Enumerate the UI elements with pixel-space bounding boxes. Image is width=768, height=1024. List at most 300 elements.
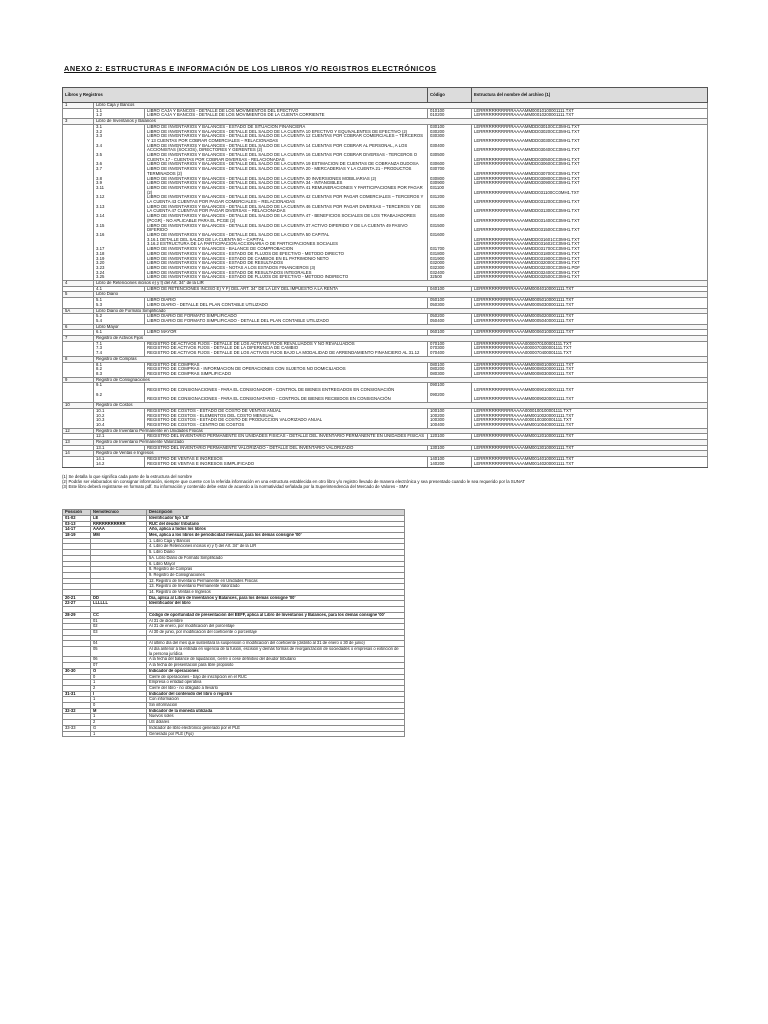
row-description: LIBRO DIARIO DE FORMATO SIMPLIFICADO <box>145 314 428 319</box>
indent-cell <box>63 167 94 176</box>
legend-description: 14. Registro de Ventas e Ingresos <box>147 590 405 596</box>
legend-mnemonic: 0 <box>91 703 147 709</box>
row-number: 10.4 <box>94 423 145 428</box>
row-description: REGISTRO DE COMPRAS <box>145 362 428 367</box>
legend-description: 6. Libro Mayor <box>147 561 405 567</box>
legend-description: Código de oportunidad de presentación del EEFF, aplica al Libro de Inventarios y Balances, para los demás consigne '00' <box>147 612 405 618</box>
row-number: 3.2 <box>94 130 145 135</box>
row-filename: LERRRRRRRRRRRAAAAMM00090100001111.TXT <box>472 383 708 393</box>
section-name: Registro de Activos Fijos <box>94 336 708 342</box>
legend-description: Sin información <box>147 703 405 709</box>
row-description: REGISTRO DEL INVENTARIO PERMANENTE EN UNIDADES FÍSICAS - DETALLE DEL INVENTARIO PERMANENTE EN UNIDADES FÍSICAS <box>145 434 428 440</box>
legend-description: RUC del deudor tributario <box>147 521 405 527</box>
row-filename: LERRRRRRRRRRRAAAAMM00080300001111.TXT <box>472 372 708 377</box>
row-description: LIBRO DE INVENTARIOS Y BALANCES - DETALLE DEL SALDO DE LA CUENTA 46 CUENTAS POR PAGAR DIVERSAS – TERCEROS Y DE LA CUENTA 47 CUENTAS POR PAGAR DIVERSAS – RELACIONADAS <box>145 205 428 214</box>
book-row <box>63 462 708 467</box>
legend-header-position: Posición <box>63 510 91 516</box>
book-row <box>63 134 708 143</box>
section-name: Libro Mayor <box>94 324 708 330</box>
book-row <box>63 167 708 176</box>
legend-row <box>63 731 405 737</box>
section-number: 7 <box>63 336 94 342</box>
row-filename: LERRRRRRRRRRRAAAAMM00090200001111.TXT <box>472 393 708 403</box>
row-code: 060100 <box>428 330 472 336</box>
row-filename: LERRRRRRRRRRRAAAAMMDD031700CC0MH1.TXT <box>472 247 708 252</box>
legend-mnemonic: CC <box>91 612 147 618</box>
section-number: 8 <box>63 356 94 362</box>
row-code: 140200 <box>428 462 472 467</box>
row-code: 080200 <box>428 367 472 372</box>
row-filename: LERRRRRRRRRRRAAAAMMDD031500CC0MH1.TXT <box>472 224 708 233</box>
legend-description: A la fecha de presentación para libre propósito <box>147 663 405 669</box>
section-name: Registro de Inventario Permanente en Unidades Físicas <box>94 428 708 434</box>
indent-cell <box>63 186 94 195</box>
row-code: 090100 <box>428 383 472 393</box>
legend-description: 1. Libro Caja y Bancos <box>147 538 405 544</box>
legend-position: 01-02 <box>63 515 91 521</box>
legend-description: Indicador del contenido del libro o registro <box>147 691 405 697</box>
row-description: REGISTRO DE VENTAS E INGRESOS <box>145 457 428 462</box>
row-description: LIBRO DE INVENTARIOS Y BALANCES - BALANCE DE COMPROBACIÓN <box>145 247 428 252</box>
legend-description: Al 31 de diciembre <box>147 618 405 624</box>
row-description: LIBRO DE RETENCIONES INCISO E) Y F) DEL ART. 34° DE LA LEY DEL IMPUESTO A LA RENTA <box>145 286 428 292</box>
indent-cell <box>63 134 94 143</box>
row-description: LIBRO DE INVENTARIOS Y BALANCES - DETALLE DEL SALDO DE LA CUENTA 30 INVERSIONES MOBILIARIAS (2) <box>145 177 428 182</box>
row-code: 080300 <box>428 372 472 377</box>
legend-description: Cierre de operaciones - bajo de inscripción en el RUC <box>147 674 405 680</box>
legend-mnemonic: AAAA <box>91 527 147 533</box>
legend-description: Al 30 de junio, por modificación del coeficiente o porcentaje <box>147 629 405 635</box>
row-number: 7.4 <box>94 351 145 356</box>
row-description: LIBRO DE INVENTARIOS Y BALANCES - ESTADO DE RESULTADOS INTEGRALES <box>145 271 428 276</box>
row-code: 130100 <box>428 445 472 451</box>
row-number: 3.14 <box>94 214 145 223</box>
header-filename: Estructura del nombre del archivo (1) <box>472 88 708 103</box>
indent-cell <box>63 214 94 223</box>
indent-cell <box>63 383 94 393</box>
row-number: 3.5 <box>94 153 145 162</box>
legend-position: 30-30 <box>63 668 91 674</box>
row-code: 031300 <box>428 205 472 214</box>
row-description: LIBRO CAJA Y BANCOS - DETALLE DE LOS MOVIMIENTOS DE LA CUENTA CORRIENTE <box>145 113 428 118</box>
legend-mnemonic: 06 <box>91 657 147 663</box>
row-filename: LERRRRRRRRRRRAAAA0000100100001111.TXT <box>472 408 708 413</box>
row-description: LIBRO DE INVENTARIOS Y BALANCES - ESTADO DE CAMBIOS EN EL PATRIMONIO NETO <box>145 257 428 262</box>
row-number: 13.1 <box>94 445 145 451</box>
section-number: 6 <box>63 324 94 330</box>
row-code: 030400 <box>428 144 472 153</box>
row-description: LIBRO DIARIO DE FORMATO SIMPLIFICADO - DETALLE DEL PLAN CONTABLE UTILIZADO <box>145 319 428 324</box>
row-filename: LERRRRRRRRRRRAAAAMM00050100001111.TXT <box>472 298 708 303</box>
legend-description: Mes, aplica a los libros de periodicidad mensual, para los demás consigne '00' <box>147 533 405 539</box>
section-number: 5A <box>63 308 94 314</box>
legend-position: 33-33 <box>63 725 91 731</box>
legend-mnemonic: 1 <box>91 714 147 720</box>
legend-mnemonic: MM <box>91 533 147 539</box>
legend-mnemonic: O <box>91 668 147 674</box>
row-description: REGISTRO DE COMPRAS - INFORMACIÓN DE OPERACIONES CON SUJETOS NO DOMICILIADOS <box>145 367 428 372</box>
row-filename: LERRRRRRRRRRRAAAAMM00080100001111.TXT <box>472 362 708 367</box>
section-name: Libro Diario de Formato Simplificado <box>94 308 708 314</box>
row-code: 031400 <box>428 214 472 223</box>
row-description: LIBRO DE INVENTARIOS Y BALANCES - ESTADO DE RESULTADOS <box>145 261 428 266</box>
row-description: LIBRO DE INVENTARIOS Y BALANCES - DETALLE DEL SALDO DE LA CUENTA 47 - BENEFICIOS SOCIALES DE LOS TRABAJADORES (PCGR) - NO APLICABLE PARA EL PCGE (2) <box>145 214 428 223</box>
row-filename: LERRRRRRRRRRRAAAAMM00130100001111.TXT <box>472 445 708 451</box>
row-filename: LERRRRRRRRRRRAAAAMMDD031602CC0MH1.TXT <box>472 242 708 247</box>
row-number: 3.23 <box>94 266 145 271</box>
row-description: LIBRO DE INVENTARIOS Y BALANCES - ESTADO DE SITUACION FINANCIERA <box>145 124 428 129</box>
row-number: 5.1 <box>94 298 145 303</box>
footnote: (1) Se detalla lo que significa cada parte de la estructura del nombre <box>62 473 193 479</box>
indent-cell <box>63 205 94 214</box>
row-code: 050200 <box>428 314 472 319</box>
row-description: REGISTRO DE COSTOS - ESTADO DE COSTO DE VENTAS ANUAL <box>145 408 428 413</box>
legend-mnemonic: 05 <box>91 647 147 657</box>
legend-mnemonic: 0 <box>91 674 147 680</box>
row-code: 031500 <box>428 224 472 233</box>
row-description: LIBRO DE INVENTARIOS Y BALANCES - DETALLE DEL SALDO DE LA CUENTA 16 CUENTAS POR COBRAR DIVERSAS - TERCEROS O CUENTA 17 - CUENTAS POR COBRAR DIVERSAS - RELACIONADAS <box>145 153 428 162</box>
row-description: LIBRO DE INVENTARIOS Y BALANCES - DETALLE DEL SALDO DE LA CUENTA 20 - MERCADERIAS Y LA CUENTA 21 - PRODUCTOS TERMINADOS (2) <box>145 167 428 176</box>
row-code: 100400 <box>428 423 472 428</box>
legend-position: 28-29 <box>63 612 91 618</box>
row-code: 010100 <box>428 108 472 113</box>
row-description: LIBRO DE INVENTARIOS Y BALANCES - DETALLE DEL SALDO DE LA CUENTA 12 CUENTAS POR COBRAR COMERCIALES – TERCEROS Y 13 CUENTAS POR COBRAR COMERCIALES – RELACIONADAS <box>145 134 428 143</box>
row-filename: LERRRRRRRRRRRAAAA0000100300001111.TXT <box>472 418 708 423</box>
indent-cell <box>63 144 94 153</box>
legend-position <box>63 731 91 737</box>
row-number: 3.25 <box>94 275 145 280</box>
indent-cell <box>63 224 94 233</box>
row-filename: LERRRRRRRRRRRAAAAMMDD030400CC0MH1.TXT <box>472 144 708 153</box>
row-description: REGISTRO DE COSTOS - ESTADO DE COSTO DE PRODUCCION VALORIZADO ANUAL <box>145 418 428 423</box>
legend-description: 8. Registro de Compras <box>147 567 405 573</box>
legend-description: Año, aplica a todos los libros <box>147 527 405 533</box>
legend-mnemonic: 1 <box>91 680 147 686</box>
book-row <box>63 153 708 162</box>
legend-description: 5. Libro Diario <box>147 550 405 556</box>
legend-table <box>62 509 405 737</box>
row-number: 8.2 <box>94 367 145 372</box>
legend-mnemonic: DD <box>91 595 147 601</box>
legend-description: Indicador de la moneda utilizada <box>147 708 405 714</box>
row-filename: LERRRRRRRRRRRAAAAMMDD032300CC0MH1.PDF <box>472 266 708 271</box>
row-description: REGISTRO DE CONSIGNACIONES - PARA EL CONSIGNADOR - CONTROL DE BIENES ENTREGADOS EN CONSIGNACIÓN <box>145 383 428 393</box>
row-filename: LERRRRRRRRRRRAAAAMM00050400001111.TXT <box>472 319 708 324</box>
row-filename: LERRRRRRRRRRRAAAAMMDD030900CC0MH1.TXT <box>472 181 708 186</box>
row-code: 030100 <box>428 124 472 129</box>
row-description: LIBRO DIARIO - DETALLE DEL PLAN CONTABLE UTILIZADO <box>145 303 428 308</box>
book-row <box>63 205 708 214</box>
section-number: 1 <box>63 103 94 109</box>
legend-description: 9. Registro de Consignaciones <box>147 572 405 578</box>
row-filename: LERRRRRRRRRRRAAAAMM00010200001111.TXT <box>472 113 708 118</box>
legend-description: Nuevos soles <box>147 714 405 720</box>
row-description: 3.16.2 ESTRUCTURA DE LA PARTICIPACIÓN ACCIONARIA O DE PARTICIPACIONES SOCIALES <box>145 242 428 247</box>
row-code: 032000 <box>428 261 472 266</box>
row-description: LIBRO DIARIO <box>145 298 428 303</box>
legend-position: 18-19 <box>63 533 91 539</box>
section-number: 10 <box>63 403 94 409</box>
legend-description: Al último día del mes que sustentará la suspensión o modificación del coeficiente (distinto al 31 de enero o 30 de junio) <box>147 641 405 647</box>
row-filename: LERRRRRRRRRRRAAAAMMDD031601CC0MH1.TXT <box>472 238 708 243</box>
legend-mnemonic: I <box>91 691 147 697</box>
row-number: 3.24 <box>94 271 145 276</box>
book-row <box>63 383 708 393</box>
legend-mnemonic: 01 <box>91 618 147 624</box>
legend-mnemonic: 04 <box>91 641 147 647</box>
legend-row <box>63 647 405 657</box>
row-number: 10.1 <box>94 408 145 413</box>
row-code: 031700 <box>428 247 472 252</box>
row-number: 3.11 <box>94 186 145 195</box>
legend-description: Identificador del libro <box>147 601 405 607</box>
legend-description: Al día anterior a la entrada en vigencia de la fusión, escisión y demás formas de reorganización de sociedades o empresas o extinción de la persona jurídica <box>147 647 405 657</box>
section-name: Registro de Compras <box>94 356 708 362</box>
row-description: LIBRO DE INVENTARIOS Y BALANCES - NOTAS A LOS ESTADOS FINANCIEROS (3) <box>145 266 428 271</box>
legend-header-description: Descripción <box>147 510 405 516</box>
row-code: 070100 <box>428 341 472 346</box>
row-code: 070400 <box>428 351 472 356</box>
row-description: 3.16.1 DETALLE DEL SALDO DE LA CUENTA 50 – CAPITAL <box>145 238 428 243</box>
row-number: 3.17 <box>94 247 145 252</box>
row-code: 031600 <box>428 233 472 238</box>
legend-mnemonic: 03 <box>91 629 147 635</box>
row-number: 7.1 <box>94 341 145 346</box>
legend-description: 13. Registro de Inventario Permanente Valorizado <box>147 584 405 590</box>
legend-position: 22-27 <box>63 601 91 607</box>
row-number: 3.6 <box>94 162 145 167</box>
section-name: Registro de Consignaciones <box>94 377 708 383</box>
row-filename: LERRRRRRRRRRRAAAAMM00050300001111.TXT <box>472 303 708 308</box>
row-code: 030300 <box>428 134 472 143</box>
row-description: REGISTRO DE ACTIVOS FIJOS - DETALLE DE LOS ACTIVOS FIJOS BAJO LA MODALIDAD DE ARRENDAMIENTO FINANCIERO AL 31.12 <box>145 351 428 356</box>
section-name: Libro Caja y Bancos <box>94 103 708 109</box>
row-description: LIBRO DE INVENTARIOS Y BALANCES - DETALLE DEL SALDO DE LA CUENTA 19 ESTIMACIÓN DE CUENTAS DE COBRANZA DUDOSA <box>145 162 428 167</box>
row-filename: LERRRRRRRRRRRAAAAMMDD030700CC0MH1.TXT <box>472 167 708 176</box>
row-code: 140100 <box>428 457 472 462</box>
books-table <box>62 87 708 468</box>
row-description: LIBRO MAYOR <box>145 330 428 336</box>
legend-mnemonic: RRRRRRRRRRR <box>91 521 147 527</box>
row-code: 032300 <box>428 266 472 271</box>
row-code: 100200 <box>428 414 472 419</box>
legend-position: 03-13 <box>63 521 91 527</box>
row-number: 4.1 <box>94 286 145 292</box>
row-number: 8.3 <box>94 372 145 377</box>
book-row <box>63 224 708 233</box>
row-code: 050300 <box>428 303 472 308</box>
row-filename: LERRRRRRRRRRRAAAAMMDD031200CC0MH1.TXT <box>472 195 708 204</box>
book-row <box>63 195 708 204</box>
row-number: 3.12 <box>94 195 145 204</box>
row-description: LIBRO DE INVENTARIOS Y BALANCES - DETALLE DEL SALDO DE LA CUENTA 42 CUENTAS POR PAGAR COMERCIALES – TERCEROS Y LA CUENTA 43 CUENTAS POR PAGAR COMERCIALES – RELACIONADAS <box>145 195 428 204</box>
row-code: 030700 <box>428 167 472 176</box>
row-description: LIBRO DE INVENTARIOS Y BALANCES - DETALLE DEL SALDO DE LA CUENTA 50 CAPITAL <box>145 233 428 238</box>
row-filename: LERRRRRRRRRRRAAAAMM00050200001111.TXT <box>472 314 708 319</box>
row-code: 030900 <box>428 181 472 186</box>
section-name: Libro de Retenciones incisos e) y f) del Art. 34° de la LIR <box>94 281 708 287</box>
row-number: 3.1 <box>94 124 145 129</box>
legend-position <box>63 647 91 657</box>
legend-position: 14-17 <box>63 527 91 533</box>
legend-description: 4. Libro de Retenciones incisos e) y f) del Art. 34° de la LIR <box>147 544 405 550</box>
row-filename: LERRRRRRRRRRRAAAAMMDD032500CC0MH1.TXT <box>472 275 708 280</box>
row-code: 090200 <box>428 393 472 403</box>
legend-description: Con información <box>147 697 405 703</box>
section-name: Registro de Costos <box>94 403 708 409</box>
legend-description: US dólares <box>147 720 405 726</box>
row-filename: LERRRRRRRRRRRAAAAMMDD030500CC0MH1.TXT <box>472 153 708 162</box>
row-number: 3.7 <box>94 167 145 176</box>
row-number: 9.2 <box>94 393 145 403</box>
row-number: 3.13 <box>94 205 145 214</box>
row-filename: LERRRRRRRRRRRAAAA0000070400001111.TXT <box>472 351 708 356</box>
row-code: 030600 <box>428 162 472 167</box>
legend-mnemonic: 07 <box>91 663 147 669</box>
legend-description: Día, aplica al Libro de Inventarios y Balances, para los demás consigne '00' <box>147 595 405 601</box>
row-description: LIBRO DE INVENTARIOS Y BALANCES - DETALLE DEL SALDO DE LA CUENTA 14 CUENTAS POR COBRAR AL PERSONAL, A LOS ACCIONISTAS (SOCIOS), DIRECTORES Y GERENTES (2) <box>145 144 428 153</box>
row-number: 1.1 <box>94 108 145 113</box>
row-filename: LERRRRRRRRRRRAAAAMM00080200001111.TXT <box>472 367 708 372</box>
row-description: LIBRO DE INVENTARIOS Y BALANCES - DETALLE DEL SALDO DE LA CUENTA 34 - INTANGIBLES <box>145 181 428 186</box>
row-filename: LERRRRRRRRRRRAAAAMM00100200001111.TXT <box>472 414 708 419</box>
legend-description: Cierre del libro - no obligado a llevarlo <box>147 685 405 691</box>
row-filename: LERRRRRRRRRRRAAAAMMDD031100CC0MH1.TXT <box>472 186 708 195</box>
legend-header-mnemonic: Nemotécnico <box>91 510 147 516</box>
row-code: 32500 <box>428 275 472 280</box>
row-filename: LERRRRRRRRRRRAAAAMMDD032400CC0MH1.TXT <box>472 271 708 276</box>
legend-description: Indicador de operaciones <box>147 668 405 674</box>
section-number: 5 <box>63 292 94 298</box>
row-number: 14.2 <box>94 462 145 467</box>
section-name: Registro de Ventas e Ingresos <box>94 451 708 457</box>
row-filename: LERRRRRRRRRRRAAAAMM00060100001111.TXT <box>472 330 708 336</box>
indent-cell <box>63 393 94 403</box>
row-filename: LERRRRRRRRRRRAAAAMMDD030200CC0MH1.TXT <box>472 130 708 135</box>
book-row <box>63 186 708 195</box>
legend-description: Identificador fijo 'LE' <box>147 515 405 521</box>
row-number: 1.2 <box>94 113 145 118</box>
legend-description: Indicador de libro electrónico generado por el PLE <box>147 725 405 731</box>
row-number: 3.15 <box>94 224 145 233</box>
row-description: REGISTRO DE ACTIVOS FIJOS - DETALLE DE LOS ACTIVOS FIJOS REVALUADOS Y NO REVALUADOS <box>145 341 428 346</box>
row-number: 10.2 <box>94 414 145 419</box>
header-code: Código <box>428 88 472 103</box>
row-filename: LERRRRRRRRRRRAAAAMM00100400001111.TXT <box>472 423 708 428</box>
row-description: LIBRO DE INVENTARIOS Y BALANCES - ESTADO DE FLUJOS DE EFECTIVO - MÉTODO INDIRECTO <box>145 275 428 280</box>
document-page <box>62 64 707 737</box>
row-filename: LERRRRRRRRRRRAAAAMMDD030300CC0MH1.TXT <box>472 134 708 143</box>
legend-mnemonic: G <box>91 725 147 731</box>
row-description: LIBRO DE INVENTARIOS Y BALANCES - DETALLE DEL SALDO DE LA CUENTA 37 ACTIVO DIFERIDO Y DE LA CUENTA 49 PASIVO DIFERIDO <box>145 224 428 233</box>
row-number: 6.1 <box>94 330 145 336</box>
row-filename: LERRRRRRRRRRRAAAAMMDD030100CC0MH1.TXT <box>472 124 708 129</box>
row-description: LIBRO DE INVENTARIOS Y BALANCES - ESTADO DE FLUJOS DE EFECTIVO - MÉTODO DIRECTO <box>145 252 428 257</box>
legend-description: Empresa o entidad operativa <box>147 680 405 686</box>
book-row <box>63 393 708 403</box>
row-description: REGISTRO DE CONSIGNACIONES - PARA EL CONSIGNATARIO - CONTROL DE BIENES RECIBIDOS EN CONSIGNACIÓN <box>145 393 428 403</box>
row-filename: LERRRRRRRRRRRAAAAMMDD031400CC0MH1.TXT <box>472 214 708 223</box>
row-description: REGISTRO DE COSTOS - ELEMENTOS DEL COSTO MENSUAL <box>145 414 428 419</box>
book-row <box>63 144 708 153</box>
section-number: 4 <box>63 281 94 287</box>
row-number: 3.20 <box>94 261 145 266</box>
row-filename: LERRRRRRRRRRRAAAAMM00040100001111.TXT <box>472 286 708 292</box>
row-code: 050100 <box>428 298 472 303</box>
footnote: (3) Este libro deberá registrarse en formato pdf. Su información y contenido debe estar de acuerdo a la normatividad señalada por la Superintendencia del Mercado de Valores - SMV <box>62 484 409 489</box>
row-filename: LERRRRRRRRRRRAAAA0000070300001111.TXT <box>472 346 708 351</box>
row-number: 3.3 <box>94 134 145 143</box>
row-filename: LERRRRRRRRRRRAAAAMMDD030800CC0MH1.TXT <box>472 177 708 182</box>
row-number: 3.8 <box>94 177 145 182</box>
row-code: 050400 <box>428 319 472 324</box>
section-name: Registro de Inventario Permanente Valorizado <box>94 440 708 446</box>
row-code: 030200 <box>428 130 472 135</box>
legend-description: 12. Registro de Inventario Permanente en Unidades Físicas <box>147 578 405 584</box>
row-filename: LERRRRRRRRRRRAAAAMM00120100001111.TXT <box>472 434 708 440</box>
row-filename: LERRRRRRRRRRRAAAAMM00140200001111.TXT <box>472 462 708 467</box>
legend-mnemonic: LE <box>91 515 147 521</box>
row-code: 032400 <box>428 271 472 276</box>
legend-description: Al 31 de enero, por modificación del porcentaje <box>147 624 405 630</box>
row-number: 3.9 <box>94 181 145 186</box>
legend-description: 5A. Libro Diario de Formato Simplificado <box>147 555 405 561</box>
book-row <box>63 214 708 223</box>
section-name: Libro Diario <box>94 292 708 298</box>
row-description: LIBRO DE INVENTARIOS Y BALANCES - DETALLE DEL SALDO DE LA CUENTA 41 REMUNERACIONES Y PARTICIPACIONES POR PAGAR (2) <box>145 186 428 195</box>
footnote: (2) Podrán ser elaborados sin consignar información, siempre que cuente con la referida información en una estructura establecida en otro libro y/o registro llevado de manera electrónica y sea presentado cuando le sea requerido por la SUNAT <box>62 478 526 484</box>
legend-mnemonic: 2 <box>91 720 147 726</box>
row-code: 031800 <box>428 252 472 257</box>
row-filename: LERRRRRRRRRRRAAAAMM00010100001111.TXT <box>472 108 708 113</box>
row-description: LIBRO DE INVENTARIOS Y BALANCES - DETALLE DEL SALDO DE LA CUENTA 10 EFECTIVO Y EQUIVALENTES DE EFECTIVO (2) <box>145 130 428 135</box>
indent-cell <box>63 462 94 467</box>
row-filename: LERRRRRRRRRRRAAAAMMDD030600CC0MH1.TXT <box>472 162 708 167</box>
row-number: 3.18 <box>94 252 145 257</box>
row-number: 12.1 <box>94 434 145 440</box>
indent-cell <box>63 153 94 162</box>
row-number: 10.3 <box>94 418 145 423</box>
row-number: 5.3 <box>94 303 145 308</box>
legend-description: Generado por PLE (Fijo) <box>147 731 405 737</box>
row-filename: LERRRRRRRRRRRAAAA0000070100001111.TXT <box>472 341 708 346</box>
row-description: REGISTRO DE VENTAS E INGRESOS SIMPLIFICADO <box>145 462 428 467</box>
row-number: 3.16 <box>94 233 145 238</box>
row-filename: LERRRRRRRRRRRAAAAMMDD031800CC0MH1.TXT <box>472 252 708 257</box>
header-books: Libros y Registros <box>63 88 428 103</box>
footnotes <box>62 474 707 490</box>
row-filename: LERRRRRRRRRRRAAAAMM00140100001111.TXT <box>472 457 708 462</box>
row-code: 100300 <box>428 418 472 423</box>
row-filename: LERRRRRRRRRRRAAAAMMDD032000CC0MH1.TXT <box>472 261 708 266</box>
row-filename: LERRRRRRRRRRRAAAAMMDD031300CC0MH1.TXT <box>472 205 708 214</box>
row-code: 080100 <box>428 362 472 367</box>
section-number: 14 <box>63 451 94 457</box>
row-number: 14.1 <box>94 457 145 462</box>
section-name: Libro de Inventarios y Balances <box>94 119 708 125</box>
section-number: 9 <box>63 377 94 383</box>
row-code: 100100 <box>428 408 472 413</box>
row-number: 5.4 <box>94 319 145 324</box>
row-filename: LERRRRRRRRRRRAAAAMMDD031900CC0MH1.TXT <box>472 257 708 262</box>
legend-mnemonic: 1 <box>91 731 147 737</box>
row-number: 3.19 <box>94 257 145 262</box>
row-description: LIBRO CAJA Y BANCOS - DETALLE DE LOS MOVIMIENTOS DEL EFECTIVO <box>145 108 428 113</box>
row-code: 031900 <box>428 257 472 262</box>
books-table-header <box>63 88 708 103</box>
legend-mnemonic: M <box>91 708 147 714</box>
section-number: 12 <box>63 428 94 434</box>
